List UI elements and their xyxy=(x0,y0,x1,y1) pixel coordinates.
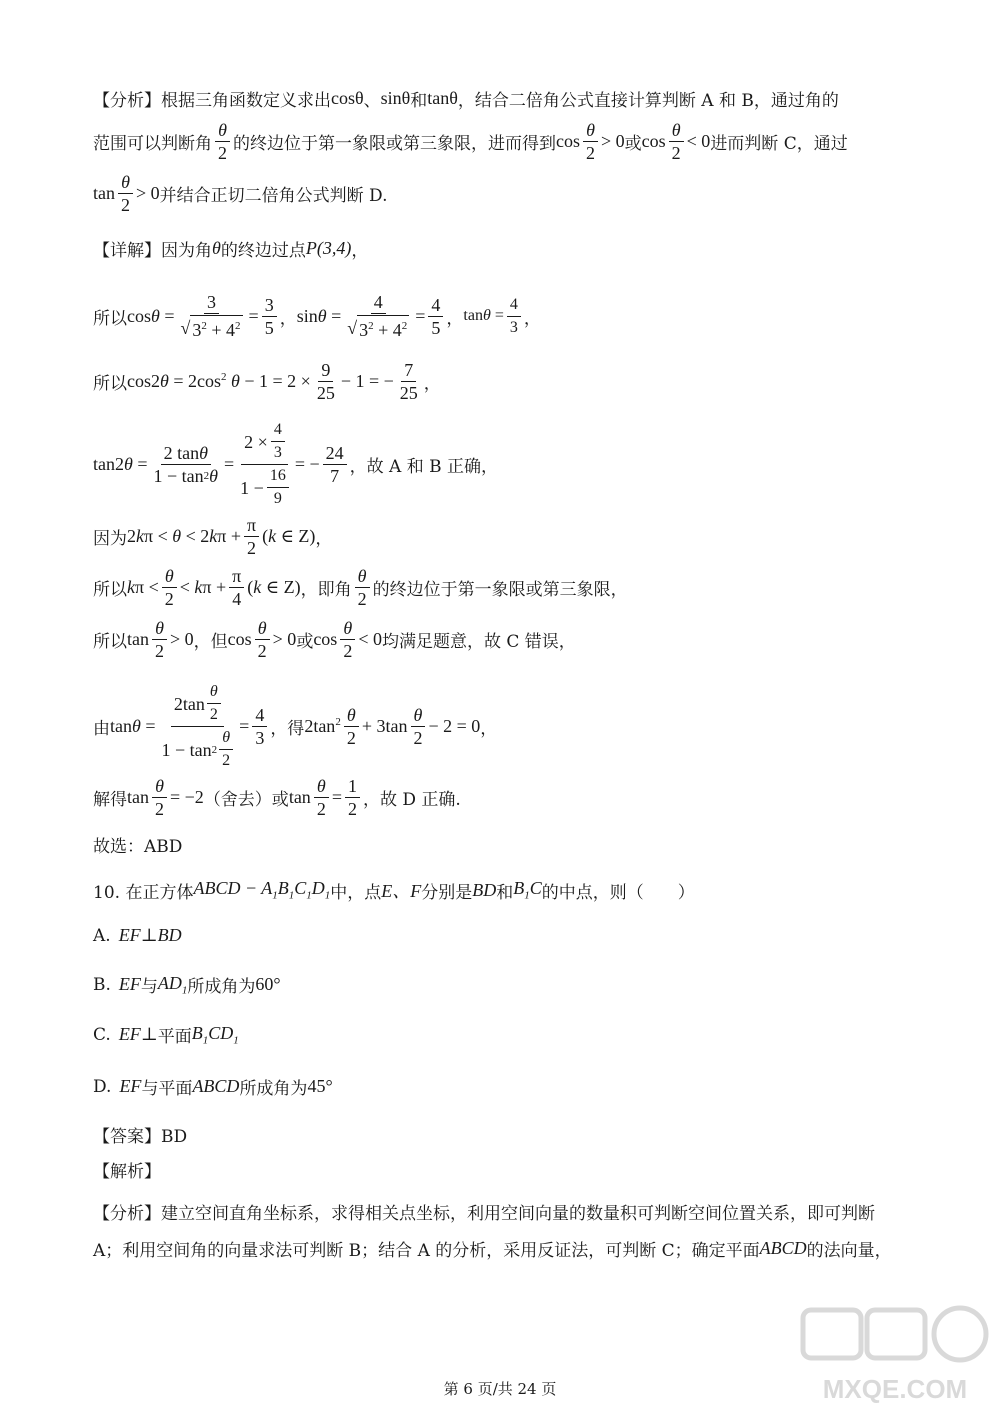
watermark-text: MXQE.COM xyxy=(822,1374,968,1404)
detail-choose: 故选：ABD xyxy=(93,837,183,857)
detail-cos-sin-tan: 所以 cosθ = 3 √ $3^2 + 4^2$ = $\frac{3}{5}$ ， sinθ = 4 √ $3^2 + 4^2$ = $\frac{4}{5}$ ， tanθ = $\frac{4}{3}$ ， xyxy=(93,292,541,340)
q10-analysis-line-1: 【分析】建立空间直角坐标系，求得相关点坐标，利用空间向量的数量积可判断空间位置关系，即可判断 xyxy=(93,1204,875,1224)
q10-jiexi: 【解析】 xyxy=(93,1162,161,1182)
q10-answer: 【答案】BD xyxy=(93,1127,188,1147)
q10-option-c: C. EF ⊥ 平面 $B_1CD_1$ xyxy=(93,1022,239,1047)
detail-c-judge: 所以 tan $\frac{\theta}{2}$ > 0 ，但 cos $\frac{\theta}{2}$ > 0 或 cos $\frac{\theta}{2}$ < 0 均满足题意，故 C 错误， xyxy=(93,618,576,661)
analysis-line-2: 范围可以判断角 $\frac{\theta}{2}$ 的终边位于第一象限或第三象限，进而得到 cos $\frac{\theta}{2}$ > 0 或 cos $\frac{\theta}{2}$ < 0 进而判断 C，通过 xyxy=(93,120,848,163)
detail-tan2theta: tan2θ = 2 tan θ 1 − tan 2 θ = 2 × $\frac{4}{3}$ 1 − $\frac{16}{9}$ = − $\frac{24}{7}$ ，故 A 和 B 正确， xyxy=(93,421,499,507)
q10-stem: 10. 在正方体 ABCD − $A_1B_1C_1D_1$ 中，点 E、F 分别是 BD 和 $B_1C$ 的中点，则（ ） xyxy=(93,878,695,903)
analysis-line-3: tan $\frac{\theta}{2}$ > 0 并结合正切二倍角公式判断 D. xyxy=(93,172,388,215)
frac-theta-2: $\frac{\theta}{2}$ xyxy=(215,120,230,163)
detail-cos2theta: 所以 $\cos 2\theta = 2\cos^2$ θ − 1 = 2 × $\frac{9}{25}$ − 1 = − $\frac{7}{25}$ ， xyxy=(93,360,441,403)
q10-option-b: B. EF 与 $AD_1$ 所成角为 60° xyxy=(93,972,281,997)
analysis-line-1: 【分析】根据三角函数定义求出 cosθ 、 sinθ 和 tanθ ，结合二倍角公式直接计算判断 A 和 B，通过角的 xyxy=(93,88,839,111)
q10-analysis-line-2: A；利用空间角的向量求法可判断 B；结合 A 的分析，采用反证法，可判断 C；确定平面 ABCD 的法向量， xyxy=(93,1238,892,1261)
page-footer: 第 6 页/共 24 页 xyxy=(443,1380,557,1398)
detail-solve: 解得 tan $\frac{\theta}{2}$ = −2 （舍去）或 tan $\frac{\theta}{2}$ = $\frac{1}{2}$ ，故 D 正确. xyxy=(93,776,461,819)
q10-option-a: A. EF ⊥ BD xyxy=(93,925,182,946)
detail-half-range: 所以 kπ < $\frac{\theta}{2}$ < kπ + $\frac{\pi}{4}$ (k ∈ Z) ，即角 $\frac{\theta}{2}$ 的终边位于第一象限或第三象限， xyxy=(93,566,628,609)
detail-range: 因为 2kπ < θ < 2kπ + $\frac{\pi}{2}$ (k ∈ Z) ， xyxy=(93,515,333,558)
q10-option-d: D. EF 与平面 ABCD 所成角为 45° xyxy=(93,1076,333,1099)
detail-tan-half: 由 tanθ = 2tan $\frac{\theta}{2}$ 1 − tan 2 $\frac{\theta}{2}$ = $\frac{4}{3}$ ，得 $2\tan^2$ $\frac{\theta}{2}$ + 3tan $\frac{\theta}{2}$ − 2 = 0 ， xyxy=(93,683,498,769)
detail-line-1: 【详解】因为角 θ 的终边过点 P(3,4) ， xyxy=(93,238,369,261)
watermark-logo xyxy=(795,1300,995,1410)
